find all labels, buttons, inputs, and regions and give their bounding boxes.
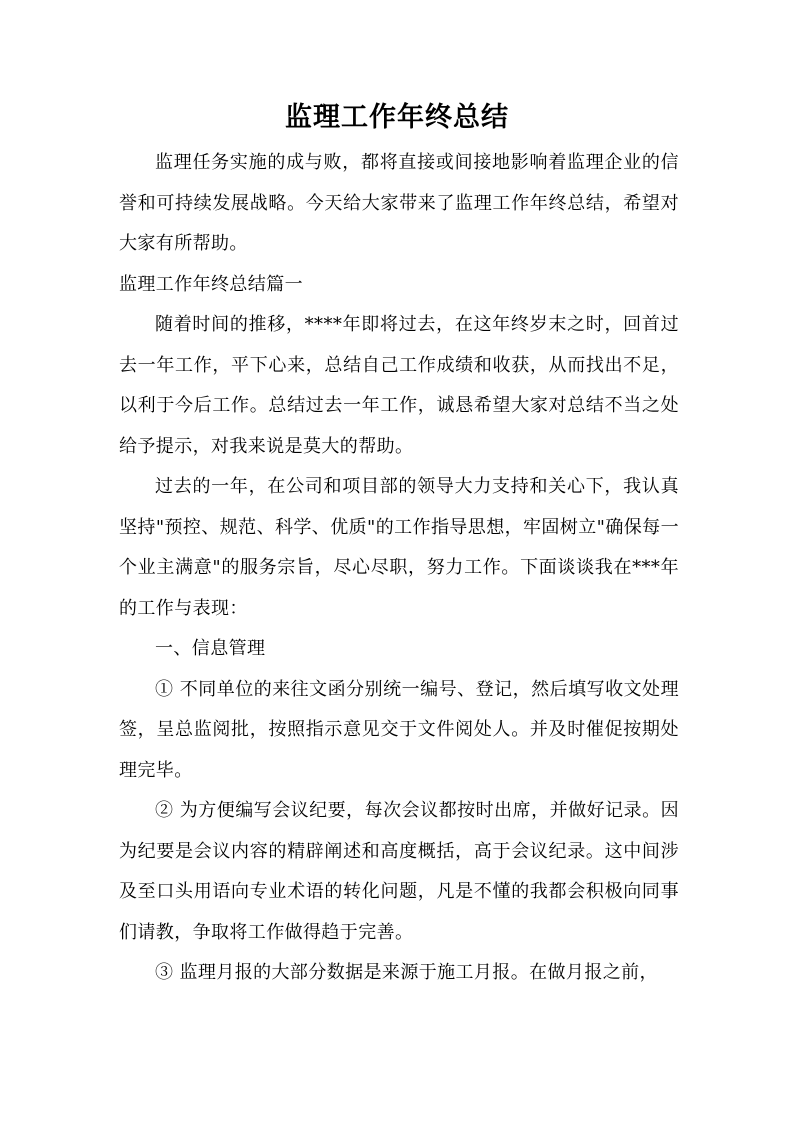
- document-body: [119, 143, 679, 994]
- body-paragraph-1: 随着时间的推移，****年即将过去，在这年终岁末之时，回首过去一年工作，平下心来，总结自己工作成绩和收获，从而找出不足，以利于今后工作。总结过去一年工作，诚恳希望大家对总结不当之处给予提示，对我来说是莫大的帮助。: [119, 314, 679, 457]
- subsection-heading: 一、信息管理: [155, 638, 266, 659]
- list-item-2: ② 为方便编写会议纪要，每次会议都按时出席，并做好记录。因为纪要是会议内容的精辟阐述和高度概括，高于会议纪录。这中间涉及至口头用语向专业术语的转化问题，凡是不懂的我都会积极向同事们请教，争取将工作做得趋于完善。: [119, 800, 679, 943]
- section-heading: 监理工作年终总结篇一: [119, 273, 303, 295]
- body-paragraph-2: 过去的一年，在公司和项目部的领导大力支持和关心下，我认真坚持"预控、规范、科学、优质"的工作指导思想，牢固树立"确保每一个业主满意"的服务宗旨，尽心尽职，努力工作。下面谈谈我在***年的工作与表现：: [119, 476, 679, 619]
- document-title: 监理工作年终总结: [285, 102, 509, 133]
- list-item-1: ① 不同单位的来往文函分别统一编号、登记，然后填写收文处理签，呈总监阅批，按照指示意见交于文件阅处人。并及时催促按期处理完毕。: [119, 678, 679, 781]
- list-item-3: ③ 监理月报的大部分数据是来源于施工月报。在做月报之前，: [155, 962, 658, 983]
- intro-paragraph: 监理任务实施的成与败，都将直接或间接地影响着监理企业的信誉和可持续发展战略。今天给大家带来了监理工作年终总结，希望对大家有所帮助。: [119, 152, 679, 254]
